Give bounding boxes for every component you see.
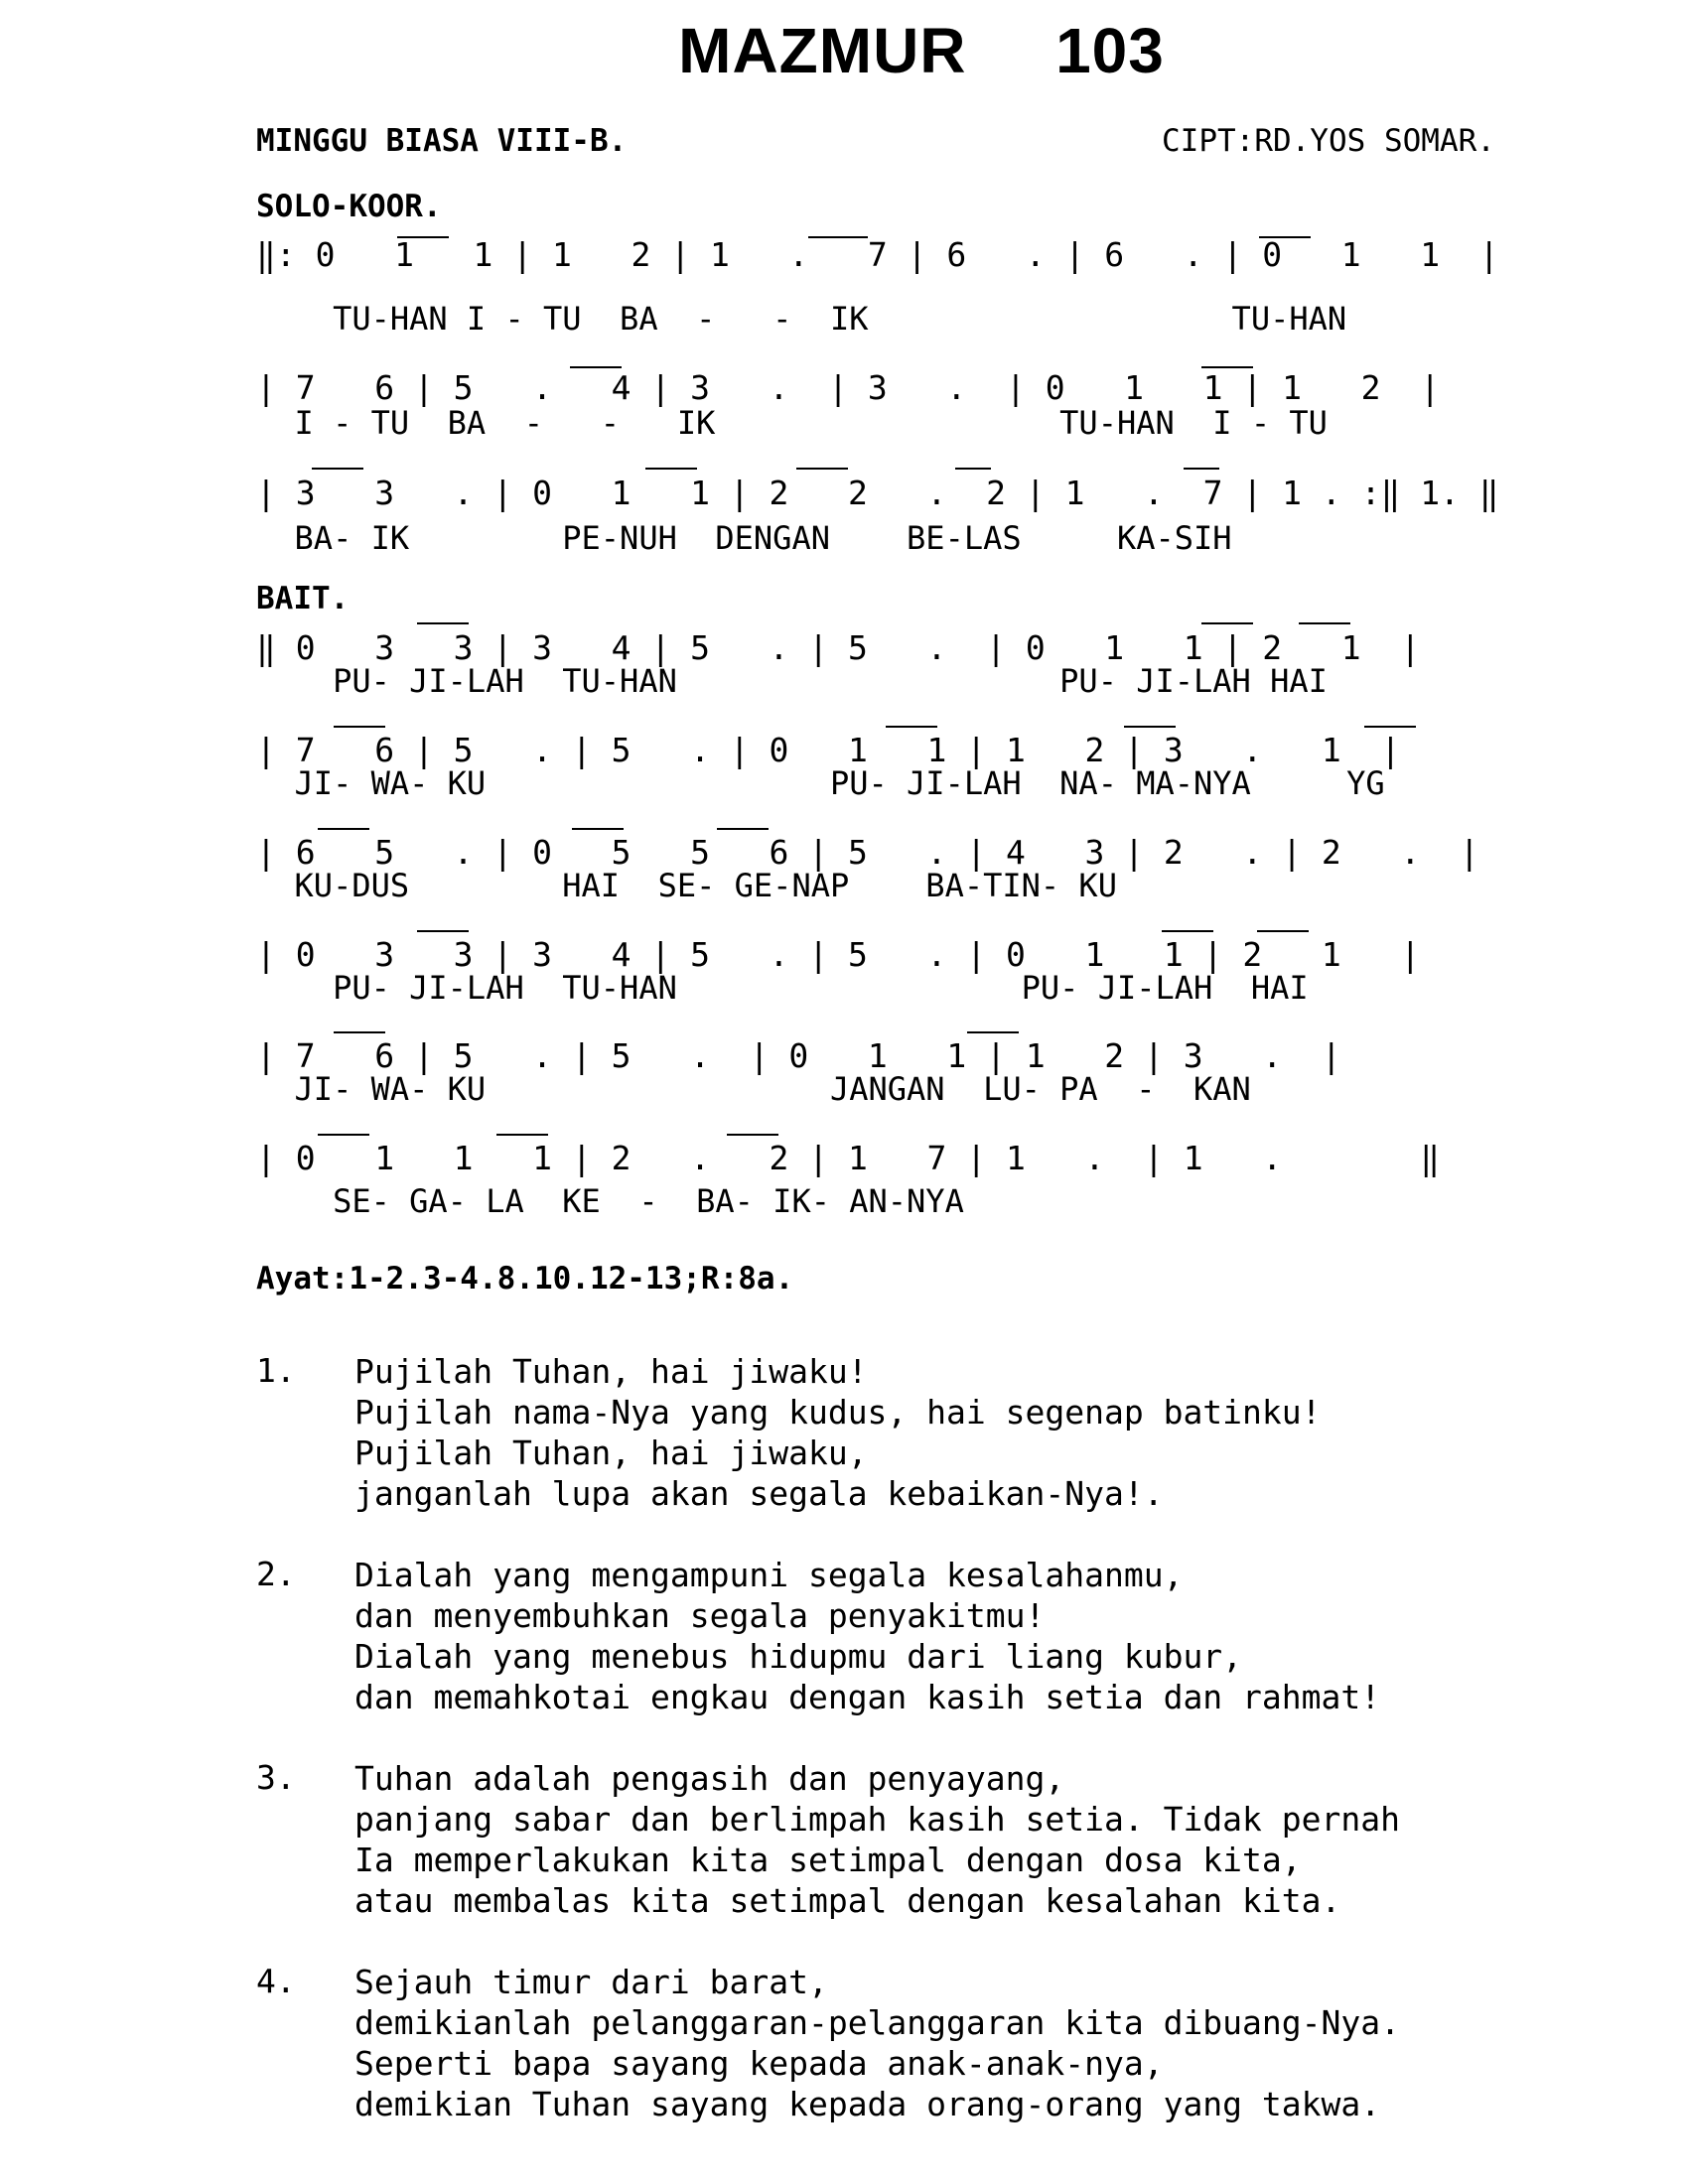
verse-line: janganlah lupa akan segala kebaikan-Nya!. [354,1474,1164,1513]
notation-line: | 0 3 3 | 3 4 | 5 . | 5 . | 0 1 1 | 2 1 | [256,935,1421,974]
verse-line: demikian Tuhan sayang kepada orang-orang yang takwa. [354,2085,1381,2123]
beam-line [1124,726,1176,728]
beam-line [318,828,369,830]
verse-line: Sejauh timur dari barat, [354,1963,828,2001]
beam-line [1257,930,1309,932]
lyric-line: BA- IK PE-NUH DENGAN BE-LAS KA-SIH [256,519,1232,557]
verse-line: dan menyembuhkan segala penyakitmu! [354,1596,1046,1635]
beam-line [645,468,697,470]
notation-line: | 7 6 | 5 . | 5 . | 0 1 1 | 1 2 | 3 . | [256,1036,1341,1075]
verse-line: dan memahkotai engkau dengan kasih setia dan rahmat! [354,1678,1381,1716]
beam-line [1364,726,1416,728]
verse-list [256,1351,1400,2165]
notation-line: | 7 6 | 5 . 4 | 3 . | 3 . | 0 1 1 | 1 2 | [256,368,1441,407]
lyric-line: PU- JI-LAH TU-HAN PU- JI-LAH HAI [256,969,1309,1007]
beam-line [496,1134,548,1136]
verse-label: BAIT. [256,581,350,616]
verse-line: Dialah yang menebus hidupmu dari liang kubur, [354,1637,1243,1676]
verse-line: Pujilah Tuhan, hai jiwaku, [354,1433,868,1472]
refrain-label: SOLO-KOOR. [256,189,442,224]
lyric-line: JI- WA- KU JANGAN LU- PA - KAN [256,1070,1251,1108]
beam-line [318,1134,369,1136]
verse-line: Pujilah nama-Nya yang kudus, hai segenap batinku! [354,1393,1322,1432]
beam-line [727,1134,778,1136]
verse-number: 3. [256,1758,296,1797]
verse-line: Seperti bapa sayang kepada anak-anak-nya, [354,2044,1164,2083]
beam-line [886,726,937,728]
verse-number: 4. [256,1962,296,2000]
verse-line: Ia memperlakukan kita setimpal dengan dosa kita, [354,1841,1302,1879]
beam-line [312,468,363,470]
verse-number: 1. [256,1351,296,1390]
notation-line: ‖ 0 3 3 | 3 4 | 5 . | 5 . | 0 1 1 | 2 1 | [256,628,1421,667]
lyric-line: KU-DUS HAI SE- GE-NAP BA-TIN- KU [256,867,1117,904]
beam-line [334,726,385,728]
verse-line: panjang sabar dan berlimpah kasih setia. Tidak pernah [354,1800,1400,1839]
beam-line [417,622,469,624]
verse-line: Dialah yang mengampuni segala kesalahanmu, [354,1556,1184,1594]
beam-line [796,468,848,470]
lyric-line: PU- JI-LAH TU-HAN PU- JI-LAH HAI [256,662,1328,700]
beam-line [955,468,991,470]
beam-line [334,1031,385,1033]
beam-line [967,1031,1019,1033]
beam-line [1299,622,1350,624]
beam-line [1201,622,1253,624]
verse-item [256,1351,1400,1514]
verse-line: Tuhan adalah pengasih dan penyayang, [354,1759,1065,1798]
ayat-reference: Ayat:1-2.3-4.8.10.12-13;R:8a. [256,1261,794,1297]
lyric-line: SE- GA- LA KE - BA- IK- AN-NYA [256,1182,964,1220]
beam-line [1184,468,1219,470]
lyric-line: TU-HAN I - TU BA - - IK TU-HAN [256,300,1347,338]
composer-credit: CIPT:RD.YOS SOMAR. [1162,123,1495,159]
verse-line: Pujilah Tuhan, hai jiwaku! [354,1352,868,1391]
lyric-line: I - TU BA - - IK TU-HAN I - TU [256,404,1328,442]
verse-number: 2. [256,1555,296,1593]
notation-line: ‖: 0 1 1 | 1 2 | 1 . 7 | 6 . | 6 . | 0 1 1 | [256,235,1499,274]
beam-line [417,930,469,932]
verse-line: atau membalas kita setimpal dengan kesalahan kita. [354,1881,1341,1920]
notation-line: | 0 1 1 1 | 2 . 2 | 1 7 | 1 . | 1 . ‖ [256,1139,1441,1177]
beam-line [717,828,769,830]
occasion-label: MINGGU BIASA VIII-B. [256,123,628,159]
beam-line [572,828,624,830]
notation-line: | 3 3 . | 0 1 1 | 2 2 . 2 | 1 . 7 | 1 . :‖ 1. ‖ [256,474,1499,512]
verse-item [256,1758,1400,1921]
notation-line: | 6 5 . | 0 5 5 6 | 5 . | 4 3 | 2 . | 2 . | [256,833,1479,872]
notation-line: | 7 6 | 5 . | 5 . | 0 1 1 | 1 2 | 3 . 1 | [256,731,1401,769]
page-title: MAZMUR 103 [678,15,1165,86]
verse-line: demikianlah pelanggaran-pelanggaran kita dibuang-Nya. [354,2003,1400,2042]
verse-item [256,1962,1400,2124]
verse-item [256,1555,1400,1717]
lyric-line: JI- WA- KU PU- JI-LAH NA- MA-NYA YG [256,764,1385,802]
beam-line [1162,930,1213,932]
